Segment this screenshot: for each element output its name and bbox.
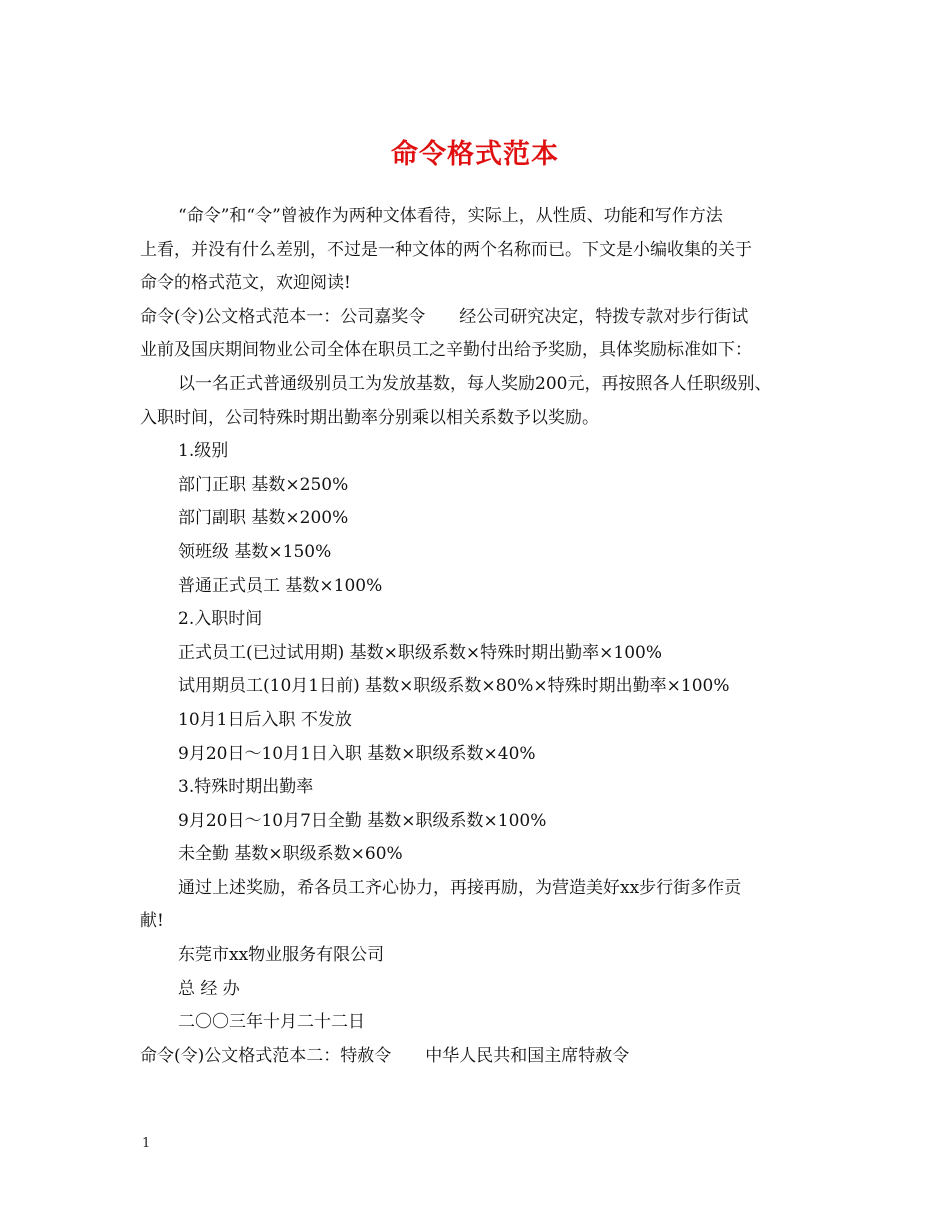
sample1-line1-tail: 经公司研究决定，特拨专款对步行街试 <box>459 306 749 327</box>
office-name: 总 经 办 <box>178 978 240 999</box>
intro-line: 上看，并没有什么差别，不过是一种文体的两个名称而已。下文是小编收集的关于 <box>140 239 752 260</box>
list-item: 领班级 基数×150% <box>178 541 332 562</box>
list-item: 1.级别 <box>178 441 229 462</box>
list-item: 部门副职 基数×200% <box>178 508 349 529</box>
sample1-line2: 业前及国庆期间物业公司全体在职员工之辛勤付出给予奖励，具体奖励标准如下： <box>140 340 752 361</box>
intro-line: 命令的格式范文，欢迎阅读! <box>140 273 351 294</box>
sample2-heading-line <box>140 1040 820 1074</box>
intro-line: “命令”和“令”曾被作为两种文体看待，实际上，从性质、功能和写作方法 <box>178 206 723 226</box>
company-name: 东莞市xx物业服务有限公司 <box>178 945 385 966</box>
document-date: 二〇〇三年十月二十二日 <box>178 1012 365 1033</box>
list-item: 9月20日～10月1日入职 基数×职级系数×40% <box>178 743 536 764</box>
document-body <box>140 200 820 1073</box>
list-item: 普通正式员工 基数×100% <box>178 575 383 596</box>
list-item: 未全勤 基数×职级系数×60% <box>178 844 403 865</box>
closing-line: 通过上述奖励，希各员工齐心协力，再接再励，为营造美好xx步行街多作贡 <box>178 877 742 898</box>
sample1-heading-line <box>140 301 820 335</box>
sample1-heading: 命令(令)公文格式范本一：公司嘉奖令 <box>140 306 426 327</box>
list-item: 正式员工(已过试用期) 基数×职级系数×特殊时期出勤率×100% <box>178 642 663 663</box>
sample2-tail: 中华人民共和国主席特赦令 <box>425 1045 630 1066</box>
list-item: 10月1日后入职 不发放 <box>178 709 352 730</box>
closing-line: 献! <box>140 911 164 932</box>
list-item: 2.入职时间 <box>178 609 263 630</box>
page-number: 1 <box>142 1136 151 1151</box>
list-item: 部门正职 基数×250% <box>178 474 349 495</box>
list-item: 3.特殊时期出勤率 <box>178 777 314 798</box>
document-title: 命令格式范本 <box>391 139 559 170</box>
list-item: 9月20日～10月7日全勤 基数×职级系数×100% <box>178 810 547 831</box>
list-item: 试用期员工(10月1日前) 基数×职级系数×80%×特殊时期出勤率×100% <box>178 676 730 697</box>
sample2-heading: 命令(令)公文格式范本二：特赦令 <box>140 1045 392 1066</box>
sample1-para2-line2: 入职时间，公司特殊时期出勤率分别乘以相关系数予以奖励。 <box>140 407 599 428</box>
sample1-para2-line1: 以一名正式普通级别员工为发放基数，每人奖励200元，再按照各人任职级别、 <box>178 373 772 394</box>
